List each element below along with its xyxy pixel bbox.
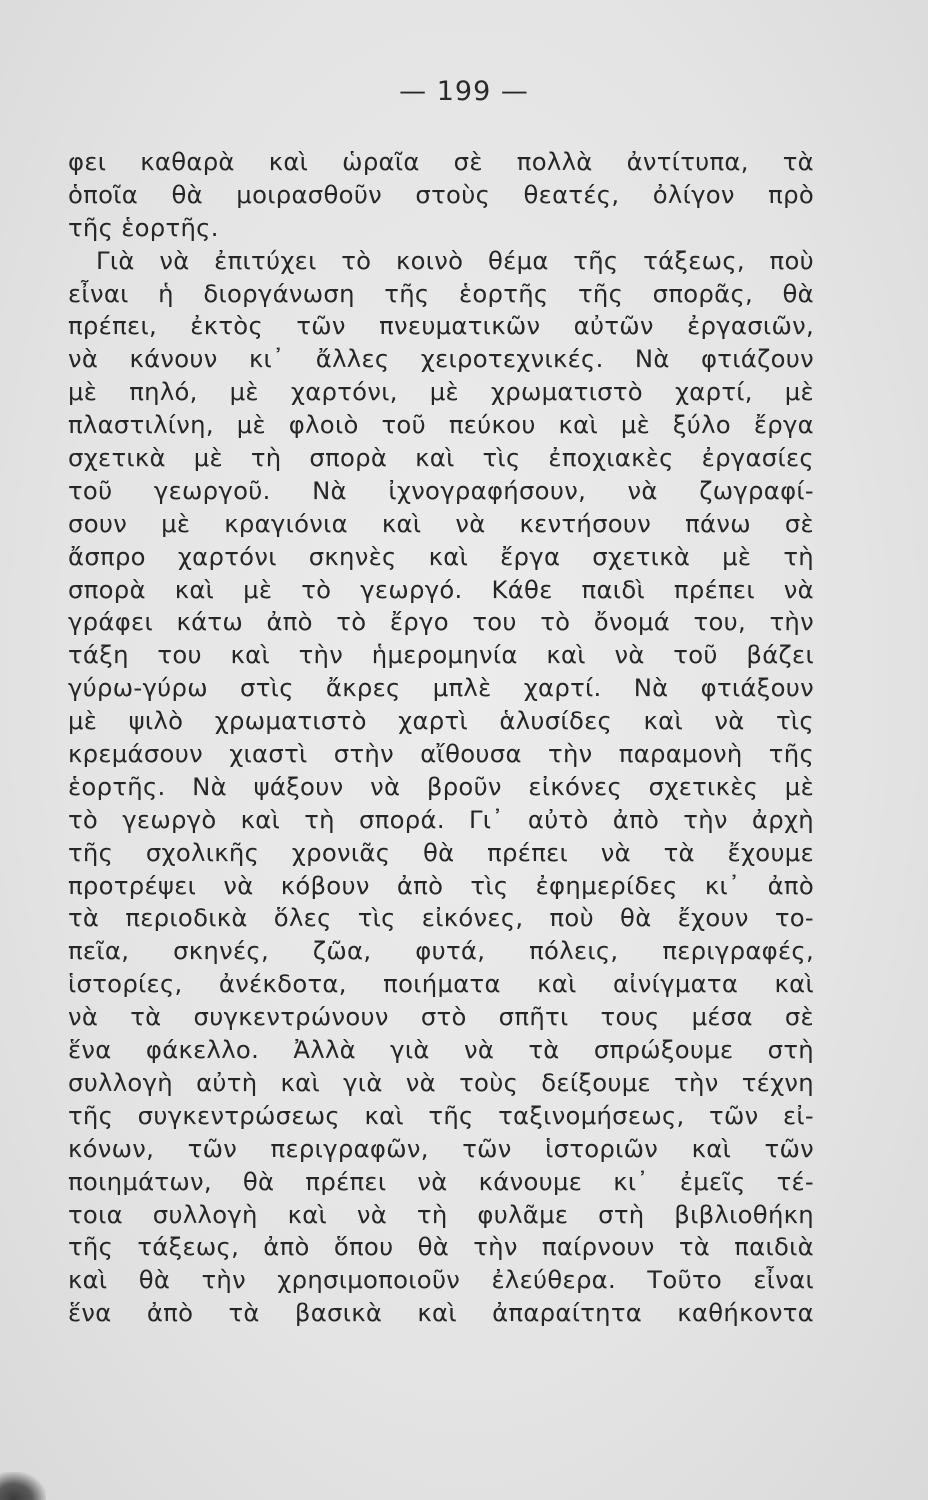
- text-line: τῆς τάξεως, ἀπὸ ὅπου θὰ τὴν παίρνουν τὰ παιδιὰ: [68, 1232, 814, 1262]
- ink-blot: [0, 1472, 46, 1500]
- text-line: τῆς ἑορτῆς.: [68, 212, 219, 242]
- text-line: μὲ πηλό, μὲ χαρτόνι, μὲ χρωματιστὸ χαρτί, μὲ: [68, 377, 814, 407]
- text-line: ἱστορίες, ἀνέκδοτα, ποιήματα καὶ αἰνίγματα καὶ: [68, 969, 814, 999]
- body-text: [68, 146, 814, 1330]
- text-line: πλαστιλίνη, μὲ φλοιὸ τοῦ πεύκου καὶ μὲ ξύλο ἔργα: [68, 410, 814, 440]
- text-line: τοια συλλογὴ καὶ νὰ τὴ φυλᾶμε στὴ βιβλιοθήκη: [68, 1199, 814, 1229]
- text-line: τῆς σχολικῆς χρονιᾶς θὰ πρέπει νὰ τὰ ἔχουμε: [68, 837, 814, 867]
- text-line: σπορὰ καὶ μὲ τὸ γεωργό. Κάθε παιδὶ πρέπει νὰ: [68, 574, 814, 604]
- text-line: ἕνα φάκελλο. Ἀλλὰ γιὰ νὰ τὰ σπρώξουμε στὴ: [68, 1035, 814, 1065]
- text-line: σχετικὰ μὲ τὴ σπορὰ καὶ τὶς ἐποχιακὲς ἐργασίες: [68, 443, 814, 473]
- text-line: φει καθαρὰ καὶ ὡραῖα σὲ πολλὰ ἀντίτυπα, τὰ: [68, 147, 814, 176]
- text-line: καὶ θὰ τὴν χρησιμοποιοῦν ἐλεύθερα. Τοῦτο εἶναι: [68, 1265, 814, 1295]
- text-line: πρέπει, ἐκτὸς τῶν πνευματικῶν αὐτῶν ἐργασιῶν,: [68, 311, 814, 341]
- text-line: σουν μὲ κραγιόνια καὶ νὰ κεντήσουν πάνω σὲ: [68, 508, 814, 538]
- text-line: ὁποῖα θὰ μοιρασθοῦν στοὺς θεατές, ὀλίγον πρὸ: [68, 179, 814, 209]
- text-line: ἕνα ἀπὸ τὰ βασικὰ καὶ ἀπαραίτητα καθήκοντα: [68, 1298, 814, 1328]
- page-number: — 199 —: [399, 76, 529, 107]
- text-line: πεῖα, σκηνές, ζῶα, φυτά, πόλεις, περιγραφές,: [68, 936, 814, 966]
- text-line: γύρω-γύρω στὶς ἄκρες μπλὲ χαρτί. Νὰ φτιάξουν: [68, 673, 814, 703]
- text-line: κόνων, τῶν περιγραφῶν, τῶν ἱστοριῶν καὶ τῶν: [68, 1133, 814, 1163]
- text-line: Γιὰ νὰ ἐπιτύχει τὸ κοινὸ θέμα τῆς τάξεως, ποὺ: [96, 245, 814, 275]
- text-line: τάξη του καὶ τὴν ἡμερομηνία καὶ νὰ τοῦ βάζει: [68, 640, 814, 670]
- text-line: τοῦ γεωργοῦ. Νὰ ἰχνογραφήσουν, νὰ ζωγραφί-: [68, 475, 814, 505]
- text-line: ἑορτῆς. Νὰ ψάξουν νὰ βροῦν εἰκόνες σχετικὲς μὲ: [68, 771, 814, 801]
- text-line: εἶναι ἡ διοργάνωση τῆς ἑορτῆς τῆς σπορᾶς, θὰ: [68, 278, 814, 308]
- text-line: ἄσπρο χαρτόνι σκηνὲς καὶ ἔργα σχετικὰ μὲ τὴ: [68, 541, 814, 571]
- text-line: τὰ περιοδικὰ ὅλες τὶς εἰκόνες, ποὺ θὰ ἔχουν το-: [68, 903, 814, 933]
- text-line: συλλογὴ αὐτὴ καὶ γιὰ νὰ τοὺς δείξουμε τὴν τέχνη: [68, 1067, 814, 1097]
- text-line: προτρέψει νὰ κόβουν ἀπὸ τὶς ἐφημερίδες κι᾿ ἀπὸ: [68, 870, 814, 900]
- text-line: μὲ ψιλὸ χρωματιστὸ χαρτὶ ἁλυσίδες καὶ νὰ τὶς: [68, 706, 814, 736]
- text-line: νὰ κάνουν κι᾿ ἄλλες χειροτεχνικές. Νὰ φτιάζουν: [68, 344, 814, 374]
- text-line: νὰ τὰ συγκεντρώνουν στὸ σπῆτι τους μέσα σὲ: [68, 1002, 814, 1032]
- text-line: ποιημάτων, θὰ πρέπει νὰ κάνουμε κι᾿ ἐμεῖς τέ-: [68, 1166, 814, 1196]
- text-line: τῆς συγκεντρώσεως καὶ τῆς ταξινομήσεως, τῶν εἰ-: [68, 1100, 814, 1130]
- text-line: τὸ γεωργὸ καὶ τὴ σπορά. Γι᾿ αὐτὸ ἀπὸ τὴν ἀρχὴ: [68, 804, 814, 834]
- text-line: γράφει κάτω ἀπὸ τὸ ἔργο του τὸ ὄνομά του, τὴν: [68, 607, 814, 637]
- text-line: κρεμάσουν χιαστὶ στὴν αἴθουσα τὴν παραμονὴ τῆς: [68, 739, 814, 769]
